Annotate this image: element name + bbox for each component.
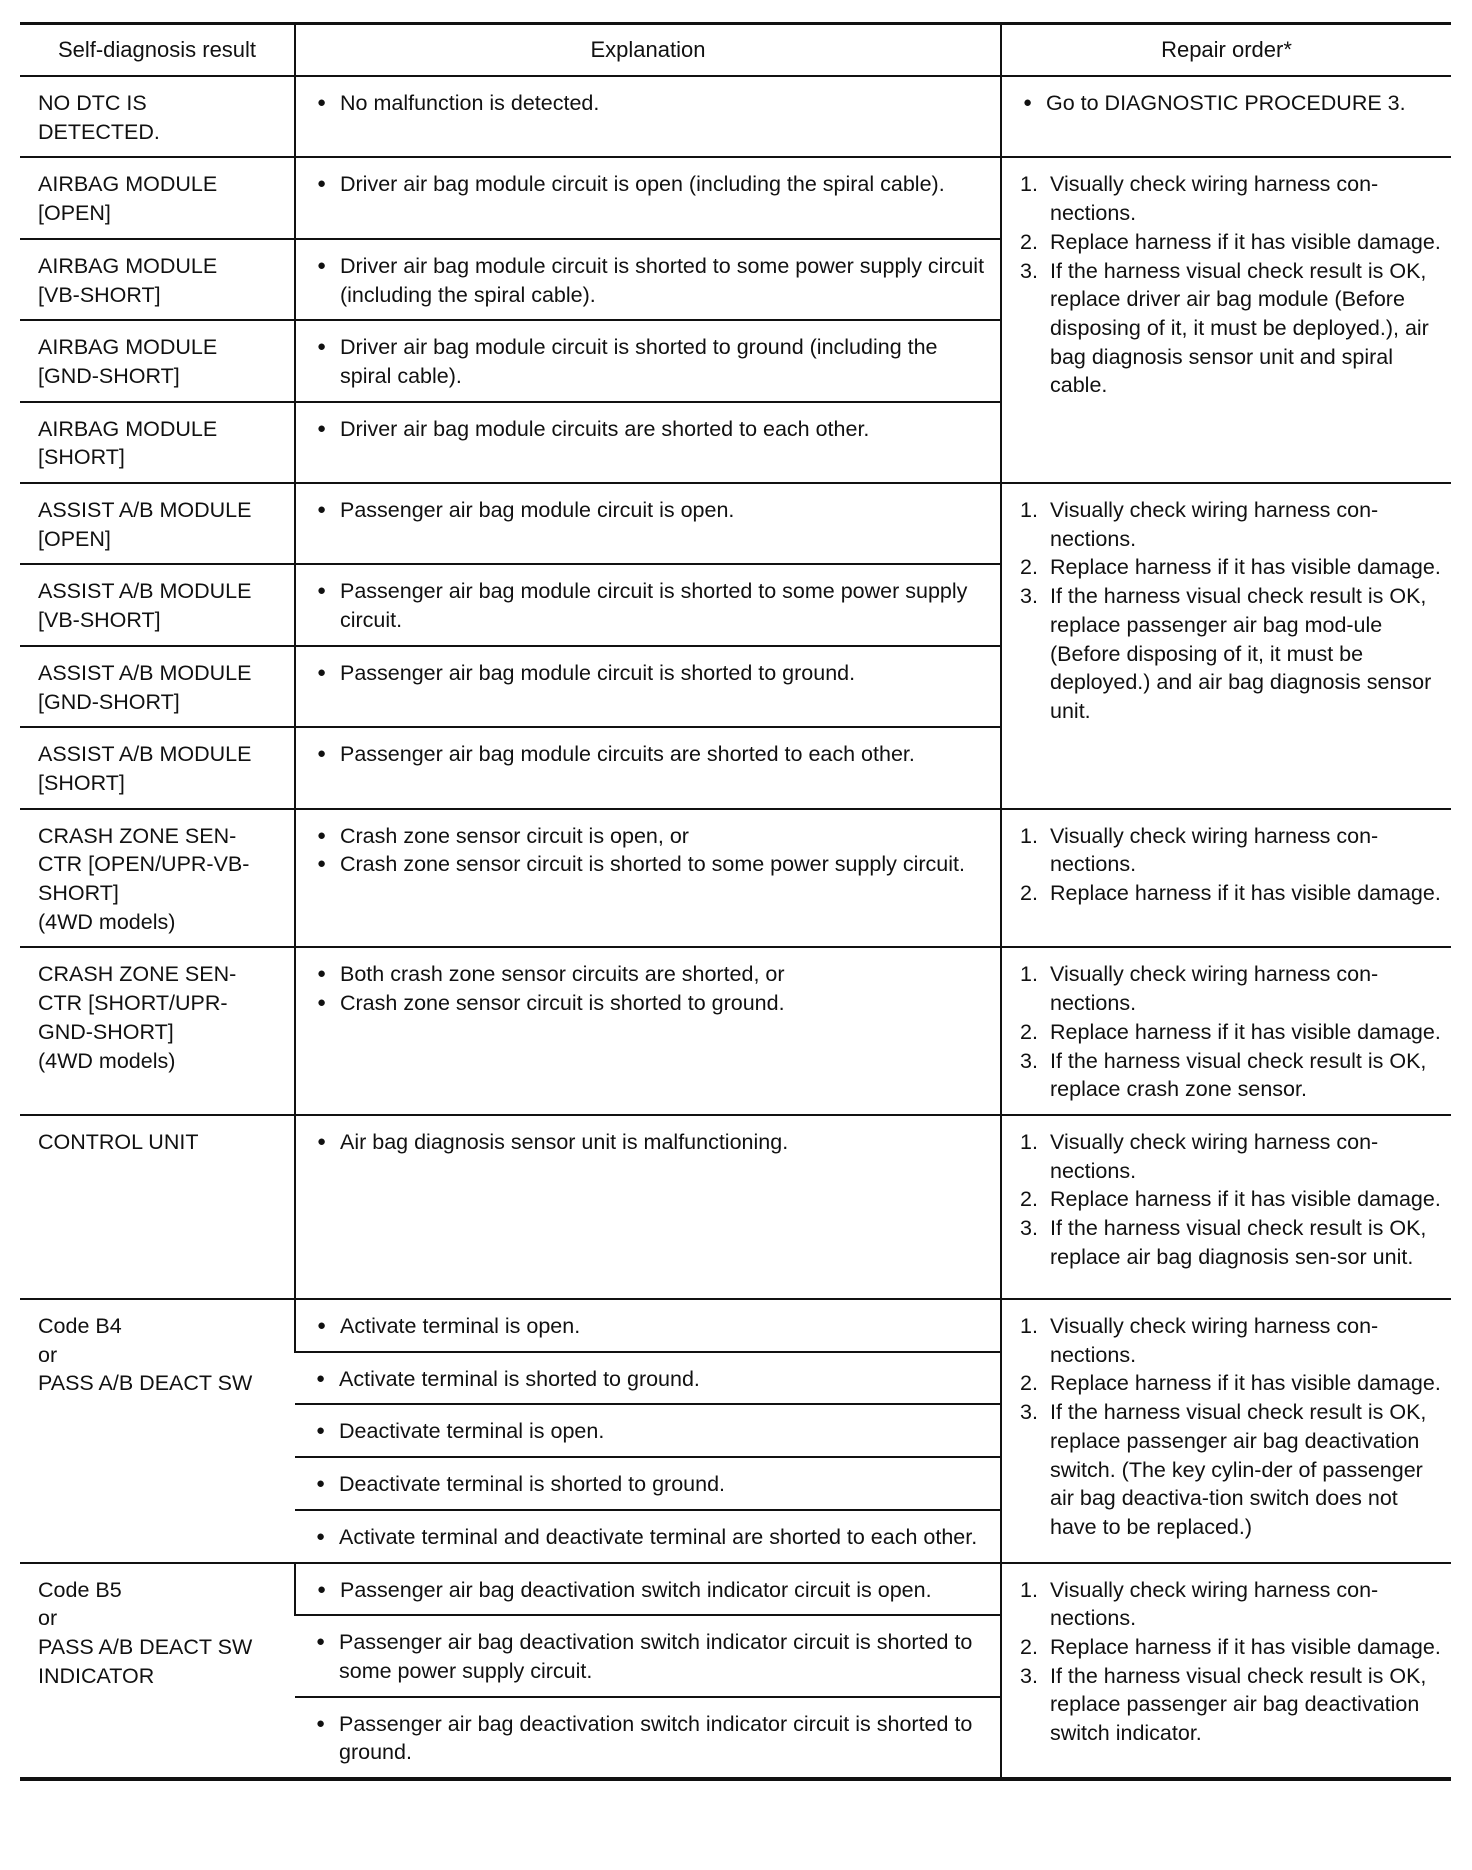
repair-order-cell	[1001, 1563, 1451, 1780]
step-number: 1.	[1020, 498, 1038, 523]
self-diagnosis-result-cell	[20, 809, 295, 948]
repair-step	[1020, 822, 1441, 879]
repair-step	[1020, 1633, 1441, 1662]
explanation-cell	[295, 1457, 1001, 1510]
explanation-cell	[295, 646, 1001, 727]
step-text: Visually check wiring harness con-nections.	[1050, 1577, 1379, 1631]
explanation-cell	[295, 1115, 1001, 1299]
step-number: 1.	[1020, 1313, 1038, 1338]
self-diagnosis-result: Code B5 or PASS A/B DEACT SW INDICATOR	[38, 1577, 253, 1688]
repair-step	[1020, 496, 1441, 553]
repair-order-cell	[1001, 76, 1451, 157]
step-number: 3.	[1020, 1663, 1038, 1688]
repair-order-cell	[1001, 483, 1451, 809]
explanation-cell	[295, 1563, 1001, 1616]
step-text: Visually check wiring harness con-nections.	[1050, 962, 1379, 1016]
repair-step	[1020, 1018, 1441, 1047]
step-number: 1.	[1020, 1577, 1038, 1602]
repair-steps	[1020, 960, 1441, 1104]
repair-steps	[1020, 496, 1441, 726]
step-text: Replace harness if it has visible damage.	[1050, 881, 1441, 906]
explanation-item: ● Deactivate terminal is open.	[313, 1417, 990, 1446]
step-text: Replace harness if it has visible damage.	[1050, 1634, 1441, 1659]
repair-step	[1020, 1128, 1441, 1185]
explanation-item: ● Activate terminal is open.	[314, 1312, 990, 1341]
step-number: 2.	[1020, 1371, 1038, 1396]
explanation-item: ● Passenger air bag deactivation switch indicator circuit is open.	[314, 1576, 990, 1605]
explanation-item: ● Air bag diagnosis sensor unit is malfunctioning.	[314, 1128, 990, 1157]
explanation-cell	[295, 1352, 1001, 1405]
explanation-cell	[295, 402, 1001, 483]
self-diagnosis-result: NO DTC IS DETECTED.	[38, 91, 160, 144]
step-text: If the harness visual check result is OK, replace air bag diagnosis sen-sor unit.	[1050, 1216, 1427, 1269]
explanation-item: ● Crash zone sensor circuit is open, or	[314, 822, 990, 851]
explanation-item: ● Activate terminal is shorted to ground.	[313, 1365, 990, 1394]
step-number: 3.	[1020, 1400, 1038, 1425]
table-row	[20, 157, 1451, 238]
header-row	[20, 24, 1451, 77]
explanation-cell	[295, 1299, 1001, 1352]
self-diagnosis-result-cell	[20, 1299, 295, 1563]
explanation-cell	[295, 947, 1001, 1115]
explanation-cell	[295, 564, 1001, 645]
step-text: Replace harness if it has visible damage.	[1050, 229, 1441, 254]
repair-step	[1020, 879, 1441, 908]
step-number: 1.	[1020, 172, 1038, 197]
self-diagnosis-result: AIRBAG MODULE [OPEN]	[38, 172, 218, 226]
step-text: Visually check wiring harness con-nections.	[1050, 498, 1379, 551]
explanation-item: ● Crash zone sensor circuit is shorted to some power supply circuit.	[314, 850, 990, 879]
step-number: 2.	[1020, 555, 1038, 580]
self-diagnosis-result: AIRBAG MODULE [GND-SHORT]	[38, 335, 218, 388]
step-number: 3.	[1020, 1048, 1038, 1073]
self-diagnosis-result-cell	[20, 402, 295, 483]
repair-order-cell	[1001, 809, 1451, 948]
explanation-item: ● Deactivate terminal is shorted to ground.	[313, 1470, 990, 1499]
explanation-cell	[295, 809, 1001, 948]
explanation-cell	[295, 1697, 1001, 1779]
explanation-cell	[295, 727, 1001, 808]
step-number: 3.	[1020, 258, 1038, 283]
self-diagnosis-result-cell	[20, 1115, 295, 1299]
explanation-item: ● Passenger air bag deactivation switch indicator circuit is shorted to ground.	[313, 1710, 990, 1767]
explanation-item: ● Driver air bag module circuit is open (including the spiral cable).	[314, 170, 990, 199]
step-number: 1.	[1020, 962, 1038, 987]
step-text: Replace harness if it has visible damage.	[1050, 1371, 1441, 1396]
table-row	[20, 483, 1451, 564]
self-diagnosis-result-cell	[20, 564, 295, 645]
table-row	[20, 809, 1451, 948]
explanation-cell	[295, 320, 1001, 401]
repair-step	[1020, 170, 1441, 227]
repair-step	[1020, 1047, 1441, 1104]
repair-step	[1020, 1662, 1441, 1748]
explanation-cell	[295, 239, 1001, 320]
diagnosis-table-page	[20, 22, 1451, 1781]
repair-order-cell	[1001, 947, 1451, 1115]
self-diagnosis-result-cell	[20, 483, 295, 564]
step-number: 3.	[1020, 584, 1038, 609]
step-text: Visually check wiring harness con-nections.	[1050, 1313, 1379, 1367]
explanation-item: ● Passenger air bag module circuit is shorted to ground.	[314, 659, 990, 688]
step-number: 2.	[1020, 1187, 1038, 1212]
repair-step	[1020, 1185, 1441, 1214]
self-diagnosis-result-cell	[20, 239, 295, 320]
step-number: 1.	[1020, 1129, 1038, 1154]
repair-step	[1020, 1214, 1441, 1271]
explanation-item: ● No malfunction is detected.	[314, 89, 990, 118]
repair-order-cell	[1001, 157, 1451, 483]
repair-step	[1020, 1576, 1441, 1633]
step-number: 3.	[1020, 1216, 1038, 1241]
table-row	[20, 947, 1451, 1115]
table-row	[20, 1299, 1451, 1352]
step-text: If the harness visual check result is OK, replace crash zone sensor.	[1050, 1048, 1427, 1102]
repair-step	[1020, 1398, 1441, 1542]
repair-step	[1020, 582, 1441, 726]
repair-steps	[1020, 1576, 1441, 1748]
step-text: Replace harness if it has visible damage.	[1050, 1019, 1441, 1044]
self-diagnosis-result: ASSIST A/B MODULE [OPEN]	[38, 498, 252, 551]
repair-order-item: ● Go to DIAGNOSTIC PROCEDURE 3.	[1020, 89, 1441, 118]
repair-steps	[1020, 1128, 1441, 1272]
self-diagnosis-result: ASSIST A/B MODULE [SHORT]	[38, 742, 252, 795]
self-diagnosis-result: ASSIST A/B MODULE [VB-SHORT]	[38, 579, 252, 633]
self-diagnosis-result-cell	[20, 947, 295, 1115]
self-diagnosis-result: AIRBAG MODULE [VB-SHORT]	[38, 253, 218, 307]
table-row	[20, 1115, 1451, 1299]
header-self-diagnosis-result: Self-diagnosis result	[20, 24, 295, 77]
explanation-item: ● Both crash zone sensor circuits are shorted, or	[314, 960, 990, 989]
explanation-item: ● Driver air bag module circuits are shorted to each other.	[314, 415, 990, 444]
repair-step	[1020, 1369, 1441, 1398]
self-diagnosis-result: Code B4 or PASS A/B DEACT SW	[38, 1313, 253, 1396]
explanation-item: ● Activate terminal and deactivate terminal are shorted to each other.	[313, 1523, 990, 1552]
explanation-cell	[295, 1615, 1001, 1696]
self-diagnosis-result: CRASH ZONE SEN- CTR [OPEN/UPR-VB- SHORT] (4WD models)	[38, 823, 250, 934]
table-row	[20, 76, 1451, 157]
repair-step	[1020, 553, 1441, 582]
self-diagnosis-result-cell	[20, 1563, 295, 1780]
explanation-item: ● Driver air bag module circuit is shorted to ground (including the spiral cable).	[314, 333, 990, 390]
explanation-cell	[295, 483, 1001, 564]
repair-step	[1020, 257, 1441, 401]
self-diagnosis-result: CRASH ZONE SEN- CTR [SHORT/UPR- GND-SHORT] (4WD models)	[38, 962, 237, 1073]
explanation-cell	[295, 157, 1001, 238]
self-diagnosis-result-cell	[20, 76, 295, 157]
repair-step	[1020, 1312, 1441, 1369]
explanation-item: ● Driver air bag module circuit is shorted to some power supply circuit (including the spiral cable).	[314, 252, 990, 309]
explanation-item: ● Crash zone sensor circuit is shorted to ground.	[314, 989, 990, 1018]
step-text: If the harness visual check result is OK, replace passenger air bag mod-ule (Before disposing of it, it must be deployed.) and air bag diagnosis sensor unit.	[1050, 584, 1432, 723]
self-diagnosis-result-cell	[20, 646, 295, 727]
step-text: Replace harness if it has visible damage.	[1050, 1187, 1441, 1212]
self-diagnosis-result: CONTROL UNIT	[38, 1129, 199, 1154]
step-text: Visually check wiring harness con-nections.	[1050, 823, 1379, 877]
explanation-cell	[295, 1510, 1001, 1563]
step-number: 2.	[1020, 1634, 1038, 1659]
self-diagnosis-table	[20, 22, 1451, 1781]
step-number: 2.	[1020, 881, 1038, 906]
step-text: Visually check wiring harness con-nections.	[1050, 172, 1379, 226]
self-diagnosis-result-cell	[20, 320, 295, 401]
explanation-item: ● Passenger air bag deactivation switch indicator circuit is shorted to some power supply circuit.	[313, 1628, 990, 1685]
repair-step	[1020, 228, 1441, 257]
repair-order-cell	[1001, 1115, 1451, 1299]
self-diagnosis-result-cell	[20, 727, 295, 808]
step-text: If the harness visual check result is OK, replace driver air bag module (Before disposing of it, it must be deployed.), air bag diagnosis sensor unit and spiral cable.	[1050, 258, 1429, 398]
table-body	[20, 76, 1451, 1779]
step-number: 1.	[1020, 823, 1038, 848]
step-text: Visually check wiring harness con-nections.	[1050, 1129, 1379, 1183]
explanation-cell	[295, 1404, 1001, 1457]
step-number: 2.	[1020, 1019, 1038, 1044]
explanation-item: ● Passenger air bag module circuit is open.	[314, 496, 990, 525]
step-text: If the harness visual check result is OK, replace passenger air bag deactivation switch indicator.	[1050, 1663, 1427, 1746]
header-explanation: Explanation	[295, 24, 1001, 77]
table-header	[20, 24, 1451, 77]
explanation-item: ● Passenger air bag module circuit is shorted to some power supply circuit.	[314, 577, 990, 634]
self-diagnosis-result-cell	[20, 157, 295, 238]
repair-steps	[1020, 170, 1441, 400]
repair-steps	[1020, 1312, 1441, 1542]
repair-order-cell	[1001, 1299, 1451, 1563]
step-text: Replace harness if it has visible damage.	[1050, 555, 1441, 580]
repair-steps	[1020, 822, 1441, 908]
self-diagnosis-result: ASSIST A/B MODULE [GND-SHORT]	[38, 660, 252, 714]
step-text: If the harness visual check result is OK, replace passenger air bag deactivation switch. (The key cylin-der of passenger air bag deactiva-tion switch does not have to be replaced.)	[1050, 1400, 1427, 1539]
repair-step	[1020, 960, 1441, 1017]
self-diagnosis-result: AIRBAG MODULE [SHORT]	[38, 416, 218, 470]
explanation-item: ● Passenger air bag module circuits are shorted to each other.	[314, 740, 990, 769]
step-number: 2.	[1020, 229, 1038, 254]
explanation-cell	[295, 76, 1001, 157]
header-repair-order: Repair order*	[1001, 24, 1451, 77]
table-row	[20, 1563, 1451, 1616]
